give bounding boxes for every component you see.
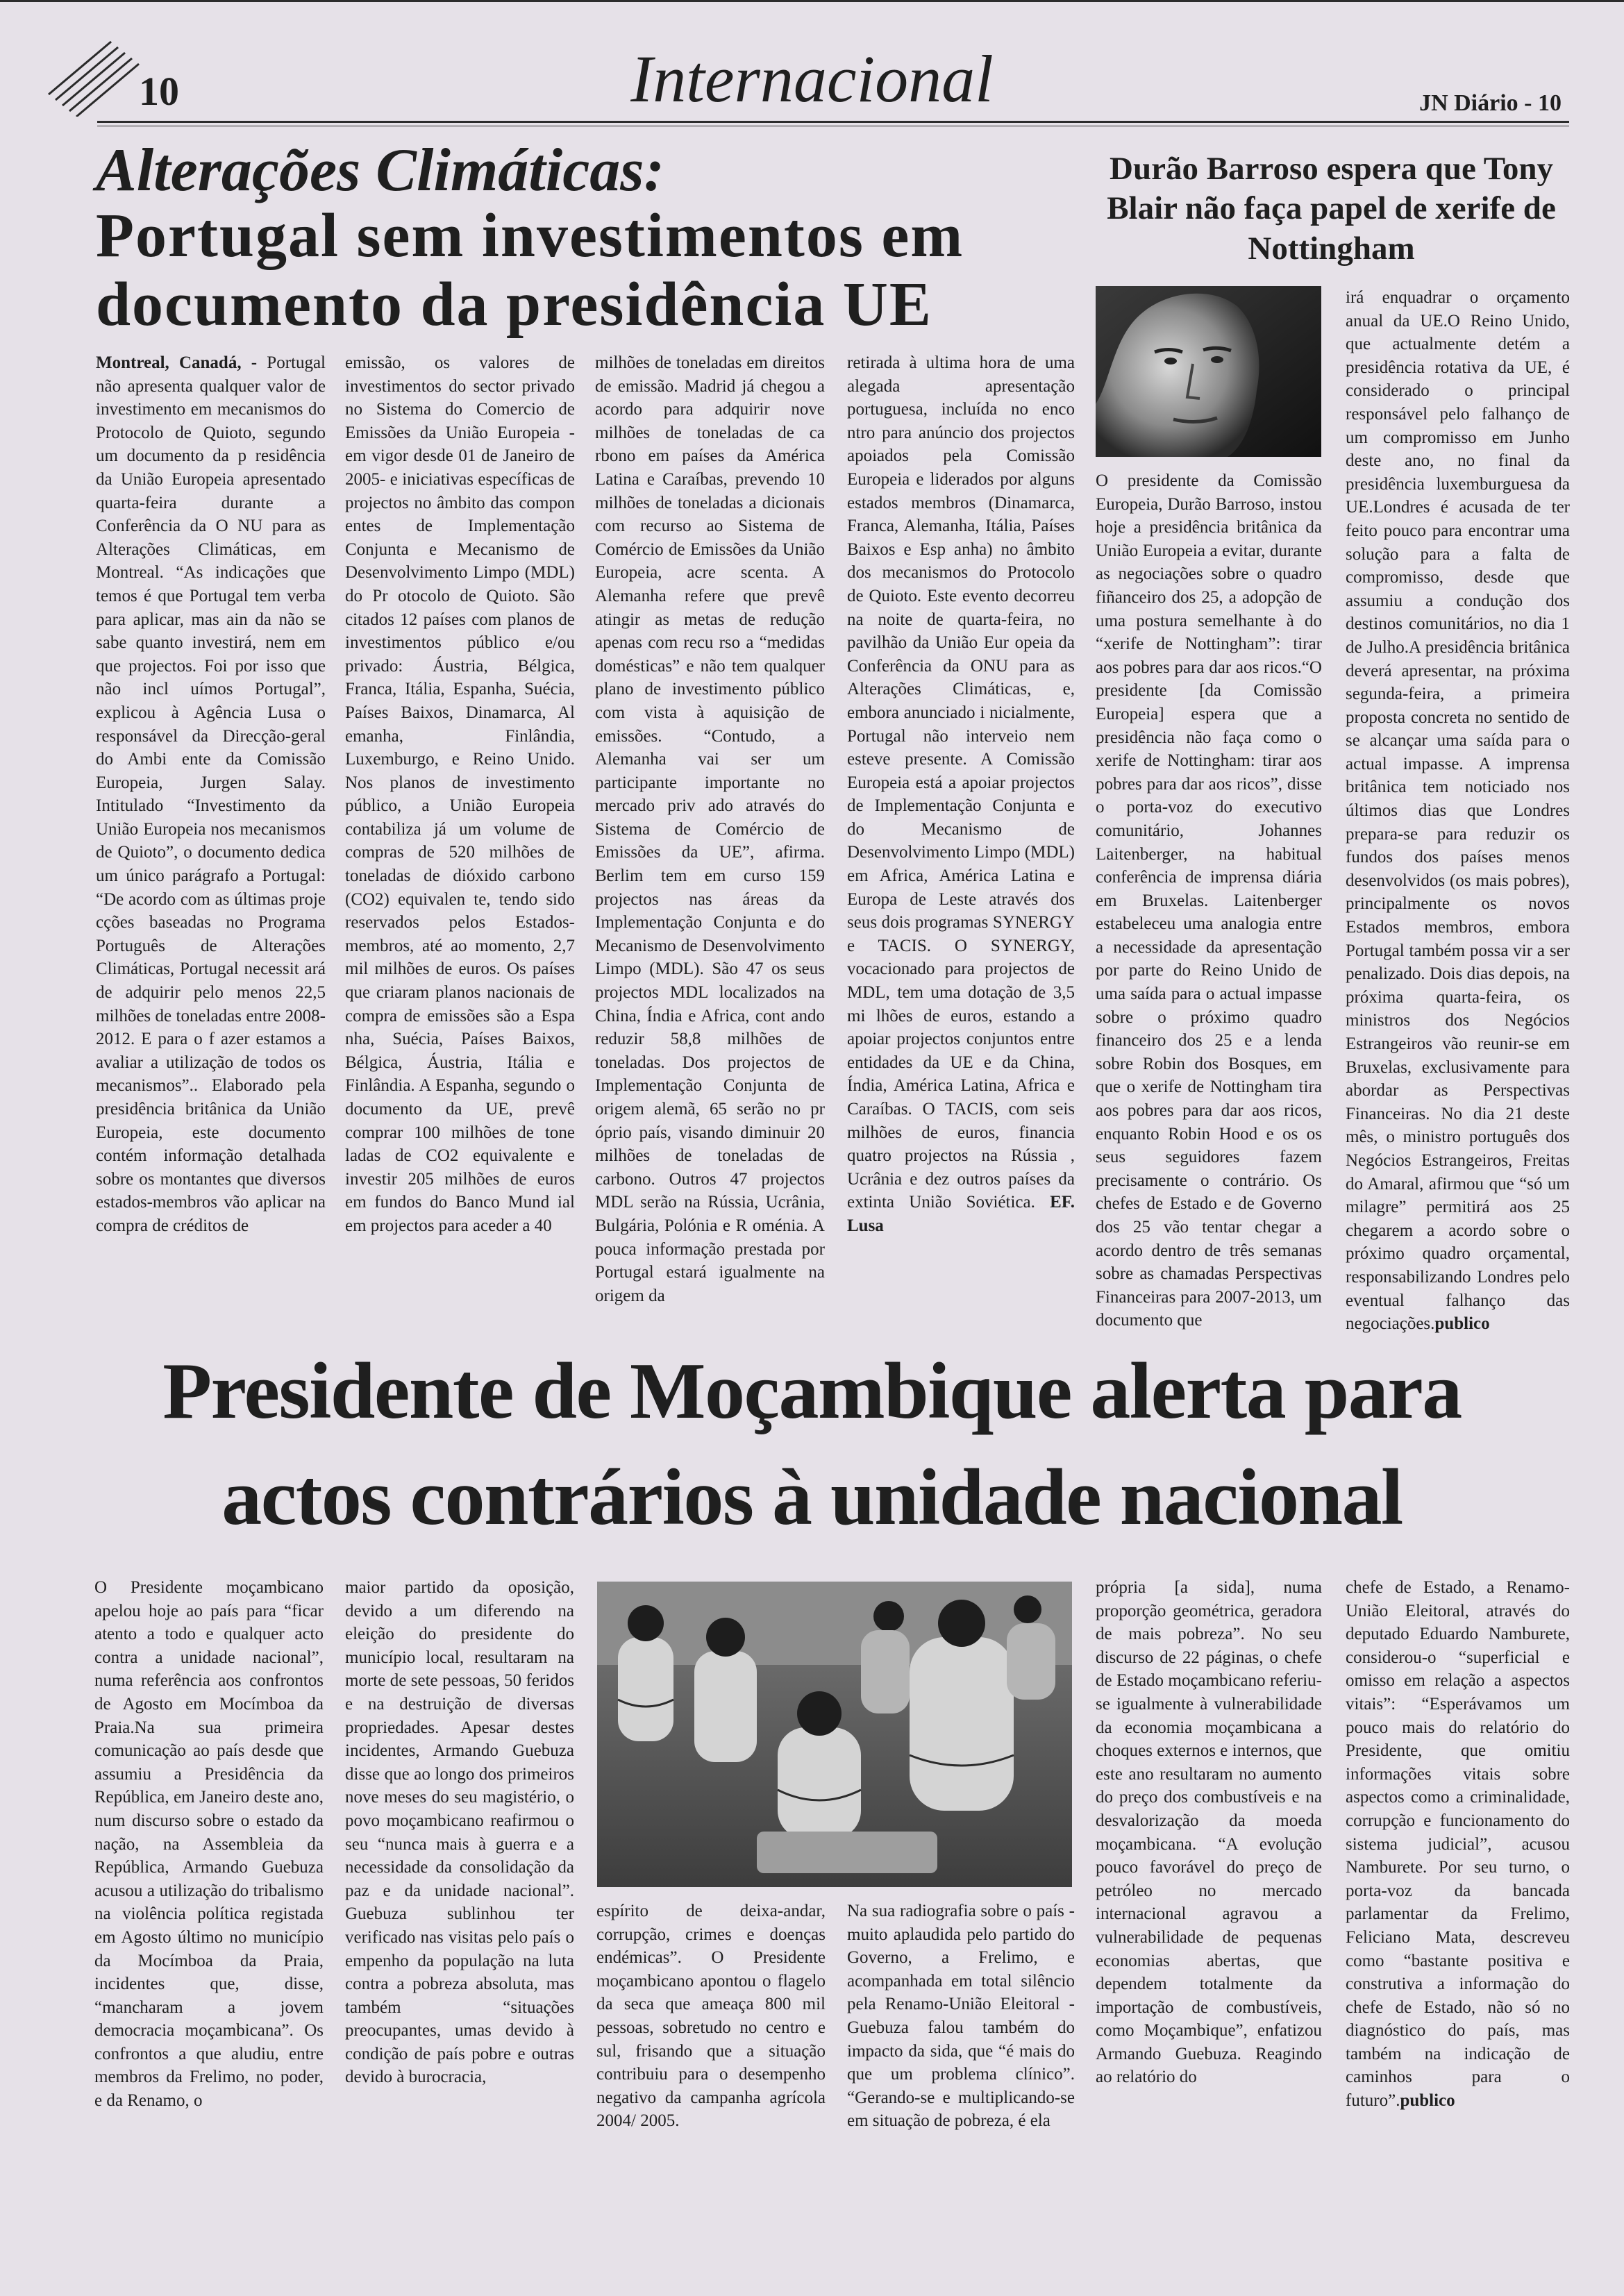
article1-col4 <box>847 351 1075 1238</box>
paper-label: JN Diário - 10 <box>1419 90 1562 116</box>
article1-col2-text: emissão, os valores de investimentos do sector privado no Sistema do Comercio de Emissões da União Europeia - em vigor desde 01 de Janeiro de 2005- e iniciativas específicas de projectos no âmbito das compon entes de Implementação Conjunta e Mecanismo de Desenvolvimento Limpo (MDL) do Pr otocolo de Quioto. São citados 12 países com planos de investimentos público e/ou privado: Áustria, Bélgica, Franca, Itália, Espanha, Suécia, Países Baixos, Dinamarca, Al emanha, Finlândia, Luxemburgo, e Reino Unido. Nos planos de investimento público, a União Europeia contabiliza já um volume de compras de 520 milhões de toneladas de dióxido carbono (CO2) equivalen te, tendo sido reservados pelos Estados-membros, até ao momento, 2,7 mil milhões de euros. Os países que criaram planos nacionais de compra de emissões são a Espa nha, Suécia, Países Baixos, Bélgica, Áustria, Itália e Finlândia. A Espanha, segundo o documento da UE, prevê comprar 100 milhões de tone ladas de CO2 equivalente e investir 205 milhões de euros em fundos do Banco Mund ial em projectos para aceder a 40 <box>345 353 575 1235</box>
article1-col3-text: milhões de toneladas em direitos de emissão. Madrid já chegou a acordo para adquirir nove milhões de toneladas de ca rbono em países da América Latina e Caraíbas, prevendo 10 milhões de toneladas a dicionais com recurso ao Sistema de Comércio de Emissões da União Europeia, acre scenta. A Alemanha refere que prevê atingir as metas de redução apenas com recu rso a “medidas domésticas” e não tem qualquer plano de investimento público com vista à aquisição de emissões. “Contudo, a Alemanha vai ser um participante importante no mercado priv ado através do Sistema de Comércio de Emissões da UE”, afirma. Berlim tem em curso 159 projectos nas áreas da Implementação Conjunta e do Mecanismo de Desenvolvimento Limpo (MDL). São 47 os seus projectos MDL localizados na China, Índia e Africa, cont ando reduzir 58,8 milhões de toneladas. Dos projectos de Implementação Conjunta de origem alemã, 65 serão no pr óprio país, visando diminuir 20 milhões de toneladas de carbono. Outros 47 projectos MDL serão na Rússia, Ucrânia, Bulgária, Polónia e R oménia. A pouca informação prestada por Portugal estará igualmente na origem da <box>595 353 825 1305</box>
article2-col1-text: O presidente da Comissão Europeia, Durão Barroso, instou hoje a presidência britânica da União Europeia a evitar, durante as negociações sobre o quadro fiñanceiro dos 25, a adopção de uma postura semelhante à do “xerife de Nottingham”: tirar aos pobres para dar aos ricos.“O presidente [da Comissão Europeia] espera que a presidência não faça como o xerife de Nottingham: tirar aos pobres para dar aos ricos”, disse o porta-voz do executivo comunitário, Johannes Laitenberger, na habitual conferência de imprensa diária em Bruxelas. Laitenberger estabeleceu uma analogia entre a necessidade da apresentação por parte do Reino Unido de uma saída para o actual impasse sobre o próximo quadro financeiro dos 25 e a lenda sobre Robin dos Bosques, em que o xerife de Nottingham tira aos pobres para dar aos ricos, enquanto Robin Hood e os os seus seguidores fazem precisamente o contrário. Os chefes de Estado e de Governo dos 25 vão tentar chegar a acordo dentro de três semanas sobre as chamadas Perspectivas Financeiras para 2007-2013, um documento que <box>1096 471 1322 1330</box>
article1-dateline: Montreal, Canadá, - <box>96 353 258 372</box>
article1-col1 <box>96 351 326 1238</box>
portrait-photo <box>1096 286 1321 457</box>
article1-signature: EF. Lusa <box>847 1193 1075 1235</box>
article1-headline: Portugal sem investimentos em documento da presidência UE <box>96 201 964 339</box>
article1-col3 <box>595 351 825 1307</box>
children-photo <box>597 1582 1072 1887</box>
article3-col1-text: O Presidente moçambicano apelou hoje ao país para “ficar atento a todo e qualquer acto contra a unidade nacional”, numa referência aos confrontos de Agosto em Mocímboa da Praia.Na sua primeira comunicação ao país desde que assumiu a Presidência da República, em Janeiro deste ano, num discurso sobre o estado da nação, na Assembleia da República, Armando Guebuza acusou a utilização do tribalismo na violência política registada em Agosto último no município da Mocímboa da Praia, incidentes que, disse, “mancharam a jovem democracia moçambicana”. Os confrontos a que aludiu, entre membros da Frelimo, no poder, e da Renamo, o <box>94 1578 324 2111</box>
article2-headline: Durão Barroso espera que Tony Blair não faça papel de xerife de Nottingham <box>1107 151 1556 267</box>
section-title: Internacional <box>630 42 994 116</box>
article1-col1-text: Portugal não apresenta qualquer valor de investimento em mecanismos do Protocolo de Quioto, segundo um documento da p residência da União Europeia apresentado quarta-feira durante a Conferência da O NU para as Alterações Climáticas, em Montreal. “As indicações que temos é que Portugal tem verba para aplicar, mas ain da não se sabe quanto investirá, nem em que projectos. Foi por isso que não incl uímos Portugal”, explicou à Agência Lusa o responsável da Direcção-geral do Ambi ente da Comissão Europeia, Jurgen Salay. Intitulado “Investimento da União Europeia nos mecanismos de Quioto”, o documento dedica um único parágrafo a Portugal: “De acordo com as últimas proje cções baseadas no Programa Português de Alterações Climáticas, Portugal necessit ará de adquirir pelo menos 22,5 milhões de toneladas entre 2008-2012. E para o f azer estamos a avaliar a utilização de todos os mecanismos”.. Elaborado pela presidência britânica da União Europeia, este documento contém informação detalhada sobre os montantes que diversos estados-membros vão aplicar na compra de créditos de <box>96 353 326 1235</box>
masthead-rule <box>97 121 1569 123</box>
article2-col2 <box>1346 286 1570 1336</box>
article3-col4 <box>847 1900 1075 2133</box>
article1-headline-kicker: Alterações Climáticas: <box>96 137 664 204</box>
article3-signature: publico <box>1400 2091 1455 2111</box>
article2-col2-text: irá enquadrar o orçamento anual da UE.O Reino Unido, que actualmente detém a presidência rotativa da UE, é considerado o principal responsável pelo falhanço de um compromisso em Junho deste ano, no final da presidência luxemburguesa da UE.Londres é acusada de ter feito pouco para encontrar uma solução para a falta de compromisso, desde que assumiu a condução dos destinos comunitários, no dia 1 de Julho.A presidência britânica deverá apresentar, na próxima segunda-feira, a primeira proposta concreta no sentido de se alcançar uma saída para o actual impasse. A imprensa britânica tem noticiado nos últimos dias que Londres prepara-se para reduzir os fundos dos países menos desenvolvidos (os mais pobres), principalmente os novos Estados membros, embora Portugal também possa vir a ser penalizado. Dois dias depois, na próxima quarta-feira, os ministros dos Negócios Estrangeiros vão reunir-se em Bruxelas, exclusivamente para abordar as Perspectivas Financeiras. No dia 21 deste mês, o ministro português dos Negócios Estrangeiros, Freitas do Amaral, afirmou que “só um milagre” permitirá aos 25 chegarem a acordo sobre o próximo quadro orçamental, responsabilizando Londres pelo eventual falhanço das negociações. <box>1346 288 1570 1334</box>
article3-col4-text: Na sua radiografia sobre o país - muito aplaudida pelo partido do Governo, a Frelimo, e acompanhada em total silêncio pela Renamo-União Eleitoral - Guebuza falou também do impacto da sida, que “é mais do que um problema clínico”. “Gerando-se e multiplicando-se em situação de pobreza, é ela <box>847 1902 1075 2131</box>
article1-col2 <box>345 351 575 1238</box>
article3-headline-line1: Presidente de Moçambique alerta para <box>162 1347 1462 1436</box>
article2-col1 <box>1096 469 1322 1332</box>
article3-col3 <box>596 1900 826 2133</box>
article3-col2-text: maior partido da oposição, devido a um diferendo na eleição do presidente do município local, resultaram na morte de sete pessoas, 50 feridos e na destruição de diversas propriedades. Apesar destes incidentes, Armando Guebuza disse que ao longo dos primeiros nove meses do seu magistério, o povo moçambicano reafirmou o seu “nunca mais à guerra e a necessidade da consolidação da paz e da unidade nacional”. Guebuza sublinhou ter verificado nas visitas pelo país o empenho da população na luta contra a pobreza absoluta, mas também “situações preocupantes, umas devido à condição de país pobre e outras devido à burocracia, <box>345 1578 574 2087</box>
article3-col5-text: própria [a sida], numa proporção geométrica, geradora de mais pobreza”. No seu discurso de 22 páginas, o chefe de Estado moçambicano referiu-se igualmente à vulnerabilidade da economia moçambicana a choques externos e internos, que este ano resultaram no aumento do preço dos combustíveis e na desvalorização da moeda moçambicana. “A evolução pouco favorável do preço de petróleo no mercado internacional agravou a vulnerabilidade de pequenas economias abertas, que dependem totalmente da importação de combustíveis, como Moçambique”, enfatizou Armando Guebuza. Reagindo ao relatório do <box>1096 1578 1322 2087</box>
article3-col6-text: chefe de Estado, a Renamo-União Eleitoral, através do deputado Eduardo Namburete, considerou-o “superficial e omisso em relação a aspectos vitais”: “Esperávamos um pouco mais do relatório do Presidente, que omitiu informações vitais sobre aspectos como a criminalidade, corrupção e funcionamento do sistema judicial”, acusou Namburete. Por seu turno, o porta-voz da bancada parlamentar da Frelimo, Feliciano Mata, descreveu como “bastante positiva e construtiva a informação do chefe de Estado, não só no diagnóstico do país, mas também na indicação de caminhos para o futuro”. <box>1346 1578 1570 2111</box>
article3-headline-line2: actos contrários à unidade nacional <box>221 1453 1403 1543</box>
article3-col3-text: espírito de deixa-andar, corrupção, crimes e doenças endémicas”. O Presidente moçambicano apontou o flagelo da seca que ameaça 800 mil pessoas, sobretudo no centro e sul, frisando que a situação contribuiu para o desempenho negativo da campanha agrícola 2004/ 2005. <box>596 1902 826 2131</box>
article3-col2 <box>345 1576 574 2089</box>
article3-col6 <box>1346 1576 1570 2113</box>
article3-col1 <box>94 1576 324 2113</box>
page-number: 10 <box>139 69 179 114</box>
article3-col5 <box>1096 1576 1322 2089</box>
article2-signature: publico <box>1434 1314 1490 1334</box>
article3-headline <box>0 1339 1624 1551</box>
article1-col4-text: retirada à ultima hora de uma alegada apresentação portuguesa, incluída no enco ntro para anúncio dos projectos apoiados pela Comissão Europeia e liderados por alguns estados membros (Dinamarca, Franca, Alemanha, Itália, Países Baixos e Esp anha) no âmbito dos mecanismos do Protocolo de Quioto. Este evento decorreu na noite de quarta-feira, no pavilhão da União Eur opeia da Conferência da ONU para as Alterações Climáticas, e, embora anunciado i nicialmente, Portugal não interveio nem esteve presente. A Comissão Europeia está a apoiar projectos de Implementação Conjunta e do Mecanismo de Desenvolvimento Limpo (MDL) em Africa, América Latina e Europa de Leste através dos seus dois programas SYNERGY e TACIS. O SYNERGY, vocacionado para projectos de MDL, tem uma dotação de 3,5 mi lhões de euros, estando a apoiar projectos conjuntos entre entidades da UE e da China, Índia, América Latina, Africa e Caraíbas. O TACIS, com seis milhões de euros, financia quatro projectos na Rússia , Ucrânia e dez outros países da extinta União Soviética. <box>847 353 1075 1212</box>
